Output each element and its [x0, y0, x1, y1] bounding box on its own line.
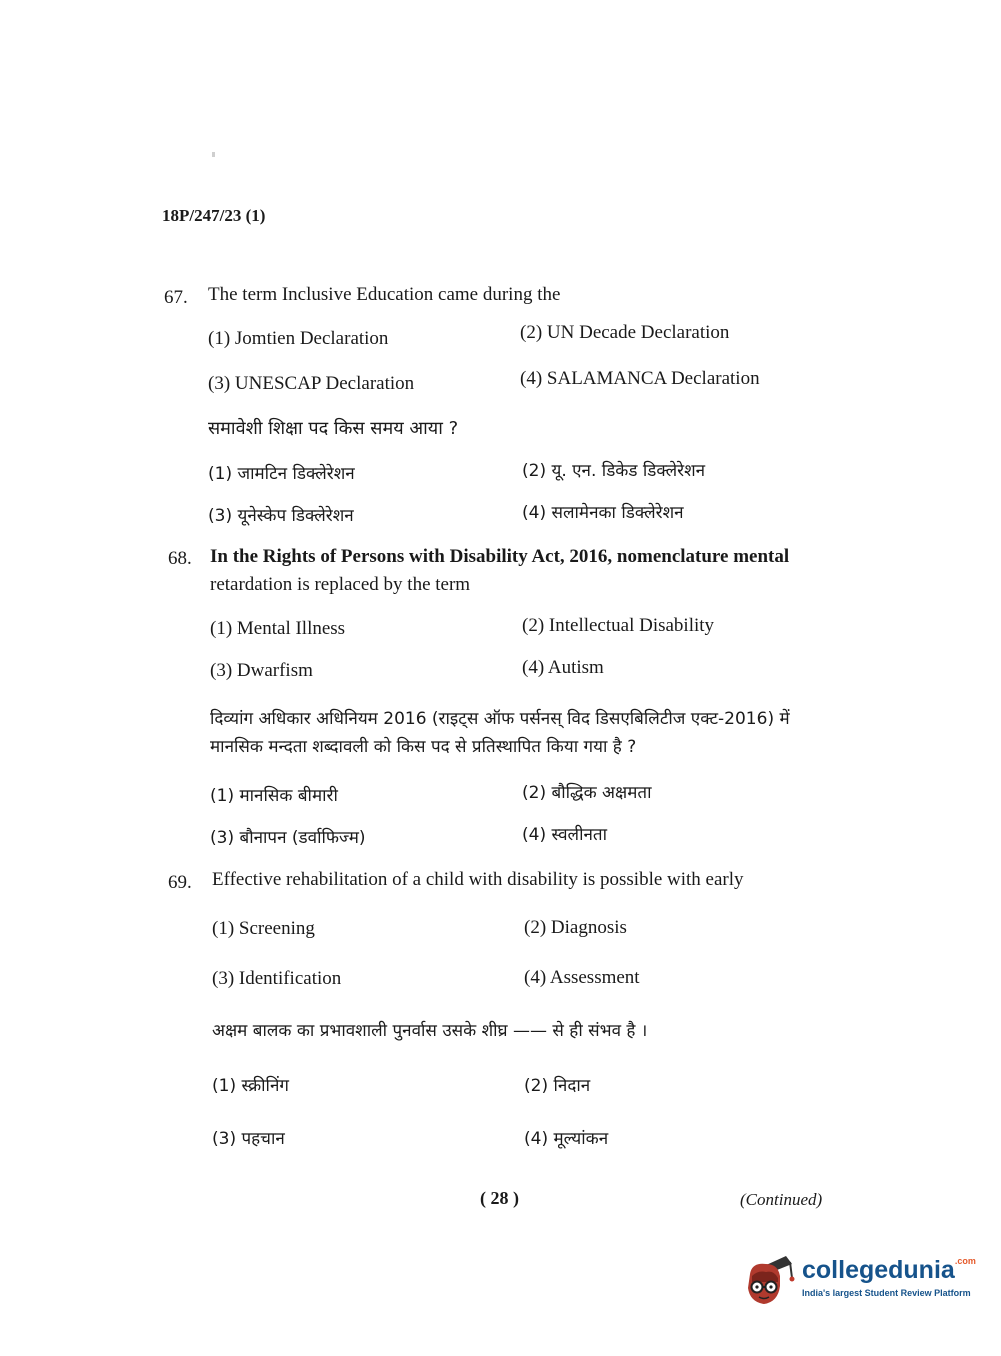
option-hi-4: (4) स्वलीनता: [522, 825, 608, 845]
collegedunia-logo: [742, 1250, 976, 1310]
question-number: 68.: [168, 548, 192, 569]
option-hi-1: (1) मानसिक बीमारी: [210, 786, 338, 806]
question-text-hi-line1: दिव्यांग अधिकार अधिनियम 2016 (राइट्स ऑफ पर्सनस् विद डिसएबिलिटीज एक्ट-2016) में: [210, 709, 790, 729]
option-hi-4: (4) सलामेनका डिक्लेरेशन: [522, 503, 684, 523]
option-en-2: (2) Diagnosis: [524, 917, 627, 938]
option-en-3: (3) Identification: [212, 968, 342, 989]
question-text-hi-line2: मानसिक मन्दता शब्दावली को किस पद से प्रतिस्थापित किया गया है ?: [210, 737, 637, 757]
option-hi-3: (3) पहचान: [212, 1129, 285, 1149]
question-number: 69.: [168, 872, 192, 893]
mascot-icon: [742, 1252, 798, 1308]
question-text-en-line2: retardation is replaced by the term: [210, 574, 471, 595]
question-text-en: The term Inclusive Education came during the: [208, 284, 561, 305]
option-en-3: (3) Dwarfism: [210, 660, 313, 681]
logo-wordmark: collegedunia: [802, 1256, 955, 1284]
option-hi-1: (1) स्क्रीनिंग: [212, 1076, 289, 1096]
question-number: 67.: [164, 287, 188, 308]
page-number: ( 28 ): [480, 1188, 519, 1208]
option-en-1: (1) Jomtien Declaration: [208, 328, 389, 349]
logo-tagline: India's largest Student Review Platform: [802, 1288, 971, 1298]
option-en-1: (1) Screening: [212, 918, 315, 939]
option-hi-3: (3) बौनापन (डर्वाफिज्म): [210, 828, 366, 848]
option-en-2: (2) UN Decade Declaration: [520, 322, 730, 343]
option-en-1: (1) Mental Illness: [210, 618, 346, 639]
question-text-en: Effective rehabilitation of a child with disability is possible with early: [212, 869, 744, 890]
option-en-4: (4) Autism: [522, 657, 604, 678]
option-hi-4: (4) मूल्यांकन: [524, 1129, 609, 1149]
option-en-4: (4) SALAMANCA Declaration: [520, 368, 760, 389]
scan-mark: [212, 152, 215, 157]
question-text-hi: समावेशी शिक्षा पद किस समय आया ?: [208, 418, 459, 439]
option-hi-2: (2) निदान: [524, 1076, 591, 1096]
question-text-hi: अक्षम बालक का प्रभावशाली पुनर्वास उसके शीघ्र —— से ही संभव है ।: [212, 1021, 648, 1041]
option-en-2: (2) Intellectual Disability: [522, 615, 715, 636]
question-text-en-line1: In the Rights of Persons with Disability Act, 2016, nomenclature mental: [210, 546, 790, 567]
logo-dotcom: .com: [954, 1256, 976, 1266]
option-hi-2: (2) यू. एन. डिकेड डिक्लेरेशन: [522, 461, 706, 481]
option-hi-2: (2) बौद्धिक अक्षमता: [522, 783, 652, 803]
paper-code: 18P/247/23 (1): [162, 206, 266, 225]
option-en-4: (4) Assessment: [524, 967, 640, 988]
option-en-3: (3) UNESCAP Declaration: [208, 373, 415, 394]
option-hi-3: (3) यूनेस्केप डिक्लेरेशन: [208, 506, 354, 526]
continued-label: (Continued): [740, 1190, 823, 1209]
option-hi-1: (1) जामटिन डिक्लेरेशन: [208, 464, 355, 484]
